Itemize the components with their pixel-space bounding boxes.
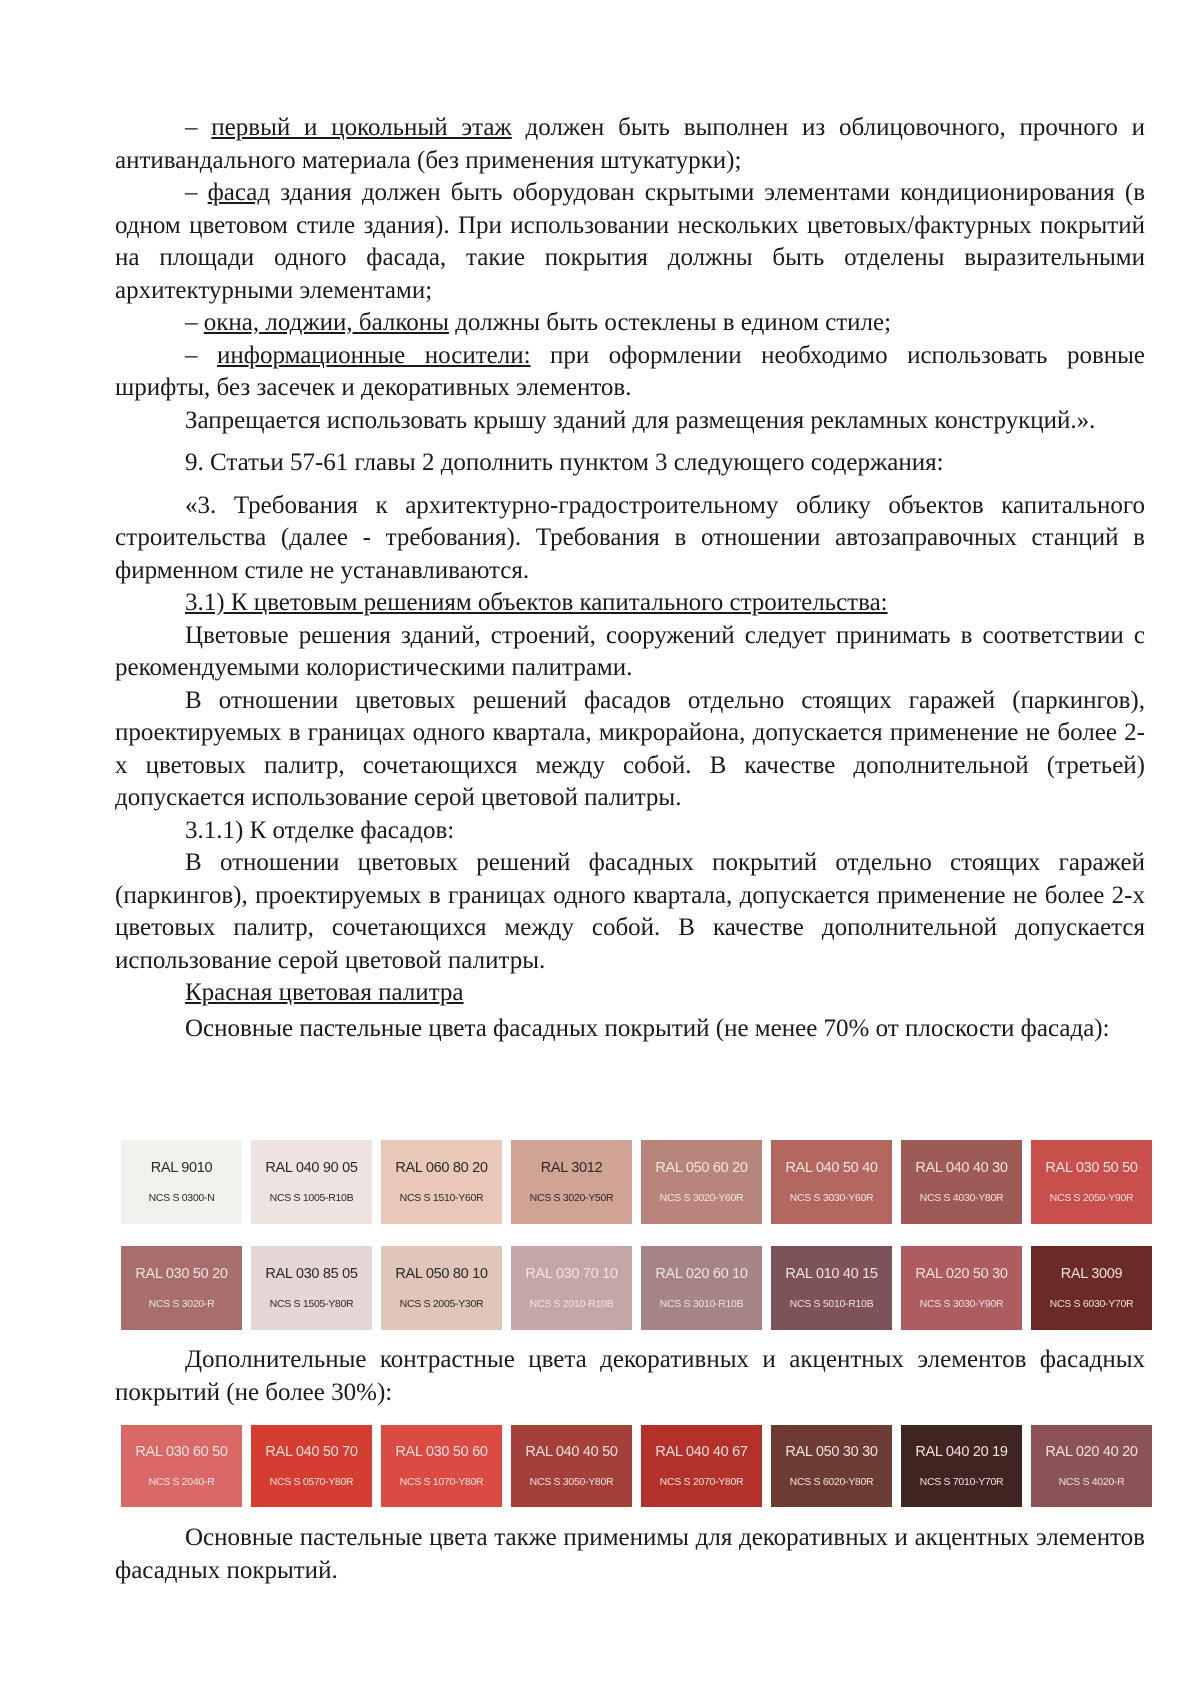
ncs-code: NCS S 2005-Y30R: [399, 1298, 484, 1310]
ral-code: RAL 030 50 20: [135, 1266, 228, 1282]
ncs-code: NCS S 2040-R: [148, 1476, 215, 1488]
ncs-code: NCS S 1005-R10B: [269, 1192, 354, 1204]
palette-main-row-1: [121, 1140, 1152, 1224]
ral-code: RAL 040 40 30: [915, 1160, 1008, 1176]
paragraph-windows: – окна, лоджии, балконы должны быть остеклены в едином стиле;: [185, 309, 892, 336]
ncs-code: NCS S 6030-Y70R: [1049, 1298, 1134, 1310]
ral-code: RAL 030 60 50: [135, 1444, 228, 1460]
underlined-term: первый и цокольный этаж: [211, 114, 512, 141]
ral-code: RAL 050 60 20: [655, 1160, 748, 1176]
paragraph-3-1-1: 3.1.1) К отделке фасадов:: [185, 816, 455, 844]
ral-code: RAL 020 40 20: [1045, 1444, 1138, 1460]
underlined-term: окна, лоджии, балконы: [203, 309, 449, 336]
paragraph-requirements: «3. Требования к архитектурно-градостроительному облику объектов капитального строительства (далее - требования). Требования в отношении автозаправочных станций в фирменном стиле не устанавливаются.: [115, 491, 1145, 584]
ncs-code: NCS S 1510-Y60R: [399, 1192, 484, 1204]
ral-code: RAL 3012: [540, 1160, 603, 1176]
ncs-code: NCS S 3020-Y50R: [529, 1192, 614, 1204]
ral-code: RAL 060 80 20: [395, 1160, 488, 1176]
paragraph-accent-intro: Дополнительные контрастные цвета декоративных и акцентных элементов фасадных покрытий (не более 30%):: [115, 1346, 1145, 1406]
ncs-code: NCS S 0300-N: [148, 1192, 215, 1204]
ncs-code: NCS S 3050-Y80R: [529, 1476, 614, 1488]
paragraph-article-9: 9. Статьи 57-61 главы 2 дополнить пунктом 3 следующего содержания:: [185, 449, 944, 476]
ncs-code: NCS S 4030-Y80R: [919, 1192, 1004, 1204]
color-swatch: [641, 1140, 762, 1224]
color-swatch: [511, 1246, 632, 1330]
ncs-code: NCS S 4020-R: [1058, 1476, 1125, 1488]
paragraph-main-pastel: Основные пастельные цвета фасадных покрытий (не менее 70% от плоскости фасада):: [185, 1014, 1110, 1042]
ncs-code: NCS S 3020-R: [148, 1298, 215, 1310]
color-swatch: [901, 1140, 1022, 1224]
color-swatch: [771, 1246, 892, 1330]
ral-code: RAL 040 40 67: [655, 1444, 748, 1460]
ncs-code: NCS S 2050-Y90R: [1049, 1192, 1134, 1204]
underlined-term: фасад: [207, 179, 271, 206]
paragraph-first-floor: – первый и цокольный этаж должен быть выполнен из облицовочного, прочного и антивандального материала (без применения штукатурки);: [115, 114, 1145, 174]
paragraph-roof-ban: Запрещается использовать крышу зданий для размещения рекламных конструкций.».: [185, 406, 1096, 434]
color-swatch: [901, 1246, 1022, 1330]
color-swatch: [771, 1425, 892, 1507]
paragraph-3-1: 3.1) К цветовым решениям объектов капитального строительства:: [185, 589, 888, 616]
ral-code: RAL 010 40 15: [785, 1266, 878, 1282]
color-swatch: [641, 1246, 762, 1330]
ncs-code: NCS S 1070-Y80R: [399, 1476, 484, 1488]
ncs-code: NCS S 1505-Y80R: [269, 1298, 354, 1310]
color-swatch: [381, 1425, 502, 1507]
ncs-code: NCS S 7010-Y70R: [919, 1476, 1004, 1488]
color-swatch: [251, 1140, 372, 1224]
ral-code: RAL 050 30 30: [785, 1444, 878, 1460]
ral-code: RAL 030 50 50: [1045, 1160, 1138, 1176]
paragraph-facade: – фасад здания должен быть оборудован скрытыми элементами кондиционирования (в одном цветовом стиле здания). При использовании нескольких цветовых/фактурных покрытий на площади одного фасада, такие покрытия должны быть отделены выразительными архитектурными элементами;: [115, 179, 1145, 304]
ral-code: RAL 040 50 40: [785, 1160, 878, 1176]
ral-code: RAL 020 50 30: [915, 1266, 1008, 1282]
color-swatch: [121, 1246, 242, 1330]
palette-accent-row: [121, 1425, 1152, 1507]
document-body: [115, 112, 1145, 1045]
heading-red-palette: Красная цветовая палитра: [185, 979, 464, 1006]
color-swatch: [901, 1425, 1022, 1507]
color-swatch: [121, 1140, 242, 1224]
ncs-code: NCS S 6020-Y80R: [789, 1476, 874, 1488]
color-swatch: [511, 1140, 632, 1224]
color-swatch: [641, 1425, 762, 1507]
ral-code: RAL 030 85 05: [265, 1266, 358, 1282]
color-swatch: [1031, 1140, 1152, 1224]
ral-code: RAL 050 80 10: [395, 1266, 488, 1282]
paragraph-closing: Основные пастельные цвета также применимы для декоративных и акцентных элементов фасадных покрытий.: [115, 1524, 1145, 1584]
ncs-code: NCS S 3010-R10B: [659, 1298, 744, 1310]
palette-main-row-2: [121, 1246, 1152, 1330]
ncs-code: NCS S 2010-R10B: [529, 1298, 614, 1310]
ral-code: RAL 040 50 70: [265, 1444, 358, 1460]
ral-code: RAL 040 20 19: [915, 1444, 1008, 1460]
ncs-code: NCS S 3030-Y60R: [789, 1192, 874, 1204]
color-swatch: [1031, 1425, 1152, 1507]
paragraph-facade-coatings: В отношении цветовых решений фасадных покрытий отдельно стоящих гаражей (паркингов), проектируемых в границах одного квартала, допускается применение не более 2-х цветовых палитр, сочетающихся между собой. В качестве дополнительной допускается использование серой цветовой палитры.: [115, 849, 1145, 974]
color-swatch: [251, 1246, 372, 1330]
ral-code: RAL 030 70 10: [525, 1266, 618, 1282]
color-swatch: [251, 1425, 372, 1507]
ncs-code: NCS S 2070-Y80R: [659, 1476, 744, 1488]
color-swatch: [1031, 1246, 1152, 1330]
color-swatch: [511, 1425, 632, 1507]
ral-code: RAL 040 40 50: [525, 1444, 618, 1460]
ral-code: RAL 030 50 60: [395, 1444, 488, 1460]
underlined-term: информационные носители:: [217, 341, 531, 369]
color-swatch: [381, 1140, 502, 1224]
color-swatch: [771, 1140, 892, 1224]
ral-code: RAL 040 90 05: [265, 1160, 358, 1176]
ncs-code: NCS S 5010-R10B: [789, 1298, 874, 1310]
ncs-code: NCS S 3020-Y60R: [659, 1192, 744, 1204]
color-swatch: [121, 1425, 242, 1507]
paragraph-info-carriers: – информационные носители: при оформлении необходимо использовать ровные шрифты, без засечек и декоративных элементов.: [115, 341, 1146, 401]
paragraph-color-solutions: Цветовые решения зданий, строений, сооружений следует принимать в соответствии с рекомендуемыми колористическими палитрами.: [115, 621, 1145, 681]
color-swatch: [381, 1246, 502, 1330]
ncs-code: NCS S 0570-Y80R: [269, 1476, 354, 1488]
ral-code: RAL 9010: [150, 1160, 213, 1176]
ral-code: RAL 020 60 10: [655, 1266, 748, 1282]
ncs-code: NCS S 3030-Y90R: [919, 1298, 1004, 1310]
ral-code: RAL 3009: [1060, 1266, 1123, 1282]
paragraph-garages: В отношении цветовых решений фасадов отдельно стоящих гаражей (паркингов), проектируемых в границах одного квартала, микрорайона, допускается применение не более 2-х цветовых палитр, сочетающихся между собой. В качестве дополнительной (третьей) допускается использование серой цветовой палитры.: [115, 686, 1145, 811]
